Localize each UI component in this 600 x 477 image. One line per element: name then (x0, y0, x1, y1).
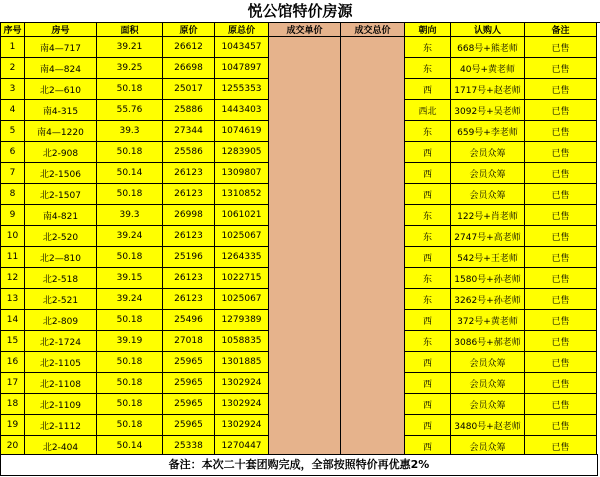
cell-deal-total (341, 331, 405, 352)
cell-deal-price (269, 415, 341, 436)
header-buyer: 认购人 (451, 23, 525, 37)
cell-facing: 西北 (405, 100, 451, 121)
cell-deal-total (341, 58, 405, 79)
cell-room: 北2-1507 (25, 184, 97, 205)
cell-facing: 东 (405, 268, 451, 289)
cell-remark: 已售 (525, 100, 597, 121)
table-row (1, 205, 597, 226)
cell-total: 1302924 (215, 415, 269, 436)
table-row (1, 415, 597, 436)
table-row (1, 394, 597, 415)
cell-no: 5 (1, 121, 25, 142)
cell-remark: 已售 (525, 310, 597, 331)
cell-deal-price (269, 394, 341, 415)
cell-area: 55.76 (97, 100, 163, 121)
cell-price: 25886 (163, 100, 215, 121)
cell-deal-total (341, 163, 405, 184)
cell-remark: 已售 (525, 184, 597, 205)
cell-price: 26123 (163, 289, 215, 310)
cell-deal-total (341, 289, 405, 310)
cell-deal-total (341, 247, 405, 268)
cell-no: 14 (1, 310, 25, 331)
cell-room: 北2-520 (25, 226, 97, 247)
cell-facing: 东 (405, 289, 451, 310)
cell-deal-total (341, 205, 405, 226)
cell-buyer: 3086号+郝老师 (451, 331, 525, 352)
header-facing: 朝向 (405, 23, 451, 37)
cell-area: 39.24 (97, 226, 163, 247)
cell-buyer: 1717号+赵老师 (451, 79, 525, 100)
cell-deal-price (269, 184, 341, 205)
cell-buyer: 659号+李老师 (451, 121, 525, 142)
cell-remark: 已售 (525, 142, 597, 163)
cell-deal-price (269, 79, 341, 100)
cell-remark: 已售 (525, 58, 597, 79)
cell-room: 南4—717 (25, 37, 97, 58)
cell-buyer: 40号+黄老师 (451, 58, 525, 79)
cell-deal-price (269, 373, 341, 394)
cell-no: 17 (1, 373, 25, 394)
cell-area: 50.14 (97, 436, 163, 457)
table-row (1, 121, 597, 142)
cell-buyer: 668号+熊老师 (451, 37, 525, 58)
cell-facing: 西 (405, 79, 451, 100)
cell-facing: 西 (405, 247, 451, 268)
cell-total: 1074619 (215, 121, 269, 142)
cell-no: 8 (1, 184, 25, 205)
cell-deal-price (269, 205, 341, 226)
cell-area: 39.19 (97, 331, 163, 352)
cell-buyer: 372号+黄老师 (451, 310, 525, 331)
cell-total: 1270447 (215, 436, 269, 457)
cell-remark: 已售 (525, 268, 597, 289)
cell-total: 1301885 (215, 352, 269, 373)
cell-area: 50.18 (97, 79, 163, 100)
cell-price: 27018 (163, 331, 215, 352)
cell-price: 25586 (163, 142, 215, 163)
cell-total: 1255353 (215, 79, 269, 100)
cell-price: 25496 (163, 310, 215, 331)
cell-total: 1302924 (215, 373, 269, 394)
cell-price: 25017 (163, 79, 215, 100)
cell-area: 50.18 (97, 247, 163, 268)
cell-area: 50.18 (97, 142, 163, 163)
cell-total: 1022715 (215, 268, 269, 289)
cell-total: 1283905 (215, 142, 269, 163)
cell-deal-price (269, 142, 341, 163)
cell-remark: 已售 (525, 352, 597, 373)
cell-no: 11 (1, 247, 25, 268)
cell-remark: 已售 (525, 205, 597, 226)
cell-remark: 已售 (525, 247, 597, 268)
cell-deal-price (269, 352, 341, 373)
cell-price: 26123 (163, 268, 215, 289)
cell-facing: 东 (405, 226, 451, 247)
cell-total: 1047897 (215, 58, 269, 79)
cell-deal-total (341, 100, 405, 121)
cell-facing: 西 (405, 394, 451, 415)
cell-room: 北2-1112 (25, 415, 97, 436)
cell-facing: 西 (405, 415, 451, 436)
cell-no: 4 (1, 100, 25, 121)
cell-deal-price (269, 163, 341, 184)
table-row (1, 100, 597, 121)
cell-room: 北2-809 (25, 310, 97, 331)
cell-remark: 已售 (525, 121, 597, 142)
cell-no: 20 (1, 436, 25, 457)
cell-total: 1043457 (215, 37, 269, 58)
cell-facing: 西 (405, 310, 451, 331)
cell-no: 16 (1, 352, 25, 373)
cell-area: 50.18 (97, 373, 163, 394)
cell-price: 27344 (163, 121, 215, 142)
cell-buyer: 3480号+赵老师 (451, 415, 525, 436)
cell-price: 25338 (163, 436, 215, 457)
table-row (1, 184, 597, 205)
cell-area: 50.18 (97, 394, 163, 415)
header-no: 序号 (1, 23, 25, 37)
cell-deal-price (269, 121, 341, 142)
cell-deal-total (341, 394, 405, 415)
cell-deal-price (269, 58, 341, 79)
cell-deal-total (341, 226, 405, 247)
cell-deal-price (269, 268, 341, 289)
table-row (1, 58, 597, 79)
cell-room: 南4-315 (25, 100, 97, 121)
header-deal-price: 成交单价 (269, 23, 341, 37)
cell-area: 39.25 (97, 58, 163, 79)
cell-deal-price (269, 331, 341, 352)
cell-price: 25965 (163, 415, 215, 436)
cell-remark: 已售 (525, 415, 597, 436)
cell-total: 1025067 (215, 226, 269, 247)
cell-area: 39.24 (97, 289, 163, 310)
cell-remark: 已售 (525, 79, 597, 100)
cell-no: 3 (1, 79, 25, 100)
cell-remark: 已售 (525, 373, 597, 394)
cell-deal-total (341, 373, 405, 394)
cell-room: 北2-518 (25, 268, 97, 289)
cell-buyer: 3092号+吴老师 (451, 100, 525, 121)
cell-remark: 已售 (525, 226, 597, 247)
cell-room: 北2-1724 (25, 331, 97, 352)
cell-facing: 西 (405, 436, 451, 457)
cell-deal-total (341, 121, 405, 142)
cell-price: 25965 (163, 394, 215, 415)
table-row (1, 247, 597, 268)
cell-area: 39.3 (97, 121, 163, 142)
header-deal-total: 成交总价 (341, 23, 405, 37)
cell-price: 25965 (163, 352, 215, 373)
header-row (1, 23, 597, 37)
cell-no: 12 (1, 268, 25, 289)
cell-price: 26612 (163, 37, 215, 58)
cell-area: 50.14 (97, 163, 163, 184)
cell-room: 北2-1506 (25, 163, 97, 184)
cell-facing: 西 (405, 373, 451, 394)
cell-deal-price (269, 289, 341, 310)
cell-price: 26698 (163, 58, 215, 79)
cell-remark: 已售 (525, 37, 597, 58)
table-row (1, 352, 597, 373)
cell-total: 1309807 (215, 163, 269, 184)
cell-room: 南4—824 (25, 58, 97, 79)
cell-deal-total (341, 79, 405, 100)
cell-buyer: 会员众筹 (451, 142, 525, 163)
cell-remark: 已售 (525, 163, 597, 184)
cell-deal-total (341, 352, 405, 373)
cell-price: 25196 (163, 247, 215, 268)
cell-area: 39.15 (97, 268, 163, 289)
table-row (1, 373, 597, 394)
cell-price: 26998 (163, 205, 215, 226)
table-row (1, 37, 597, 58)
cell-facing: 西 (405, 142, 451, 163)
cell-area: 50.18 (97, 352, 163, 373)
cell-room: 北2-404 (25, 436, 97, 457)
cell-no: 19 (1, 415, 25, 436)
cell-no: 2 (1, 58, 25, 79)
header-area: 面积 (97, 23, 163, 37)
header-room: 房号 (25, 23, 97, 37)
cell-total: 1025067 (215, 289, 269, 310)
cell-deal-price (269, 226, 341, 247)
cell-area: 50.18 (97, 310, 163, 331)
cell-facing: 东 (405, 58, 451, 79)
cell-area: 50.18 (97, 184, 163, 205)
cell-facing: 西 (405, 163, 451, 184)
cell-no: 6 (1, 142, 25, 163)
cell-facing: 东 (405, 331, 451, 352)
cell-facing: 西 (405, 352, 451, 373)
cell-remark: 已售 (525, 394, 597, 415)
cell-price: 26123 (163, 184, 215, 205)
cell-buyer: 会员众筹 (451, 394, 525, 415)
cell-room: 北2—810 (25, 247, 97, 268)
cell-deal-total (341, 37, 405, 58)
cell-buyer: 1580号+孙老师 (451, 268, 525, 289)
cell-price: 26123 (163, 163, 215, 184)
cell-no: 9 (1, 205, 25, 226)
cell-deal-total (341, 415, 405, 436)
cell-room: 北2-1109 (25, 394, 97, 415)
cell-total: 1058835 (215, 331, 269, 352)
table-row (1, 226, 597, 247)
cell-remark: 已售 (525, 331, 597, 352)
cell-total: 1264335 (215, 247, 269, 268)
cell-no: 15 (1, 331, 25, 352)
cell-room: 南4—1220 (25, 121, 97, 142)
cell-facing: 东 (405, 205, 451, 226)
cell-buyer: 122号+肖老师 (451, 205, 525, 226)
cell-price: 26123 (163, 226, 215, 247)
table-row (1, 268, 597, 289)
cell-room: 北2-1105 (25, 352, 97, 373)
cell-area: 39.3 (97, 205, 163, 226)
cell-buyer: 会员众筹 (451, 436, 525, 457)
cell-facing: 东 (405, 37, 451, 58)
table-row (1, 79, 597, 100)
cell-deal-total (341, 268, 405, 289)
cell-total: 1302924 (215, 394, 269, 415)
cell-buyer: 2747号+高老师 (451, 226, 525, 247)
cell-buyer: 542号+王老师 (451, 247, 525, 268)
cell-area: 50.18 (97, 415, 163, 436)
table-row (1, 331, 597, 352)
table-row (1, 310, 597, 331)
cell-buyer: 会员众筹 (451, 352, 525, 373)
cell-deal-price (269, 310, 341, 331)
sheet-title: 悦公馆特价房源 (0, 0, 600, 23)
cell-room: 北2-908 (25, 142, 97, 163)
footer-note: 备注：本次二十套团购完成，全部按照特价再优惠2% (0, 454, 598, 476)
cell-room: 南4-821 (25, 205, 97, 226)
cell-room: 北2-1108 (25, 373, 97, 394)
header-total: 原总价 (215, 23, 269, 37)
cell-no: 1 (1, 37, 25, 58)
cell-room: 北2-521 (25, 289, 97, 310)
table-row (1, 289, 597, 310)
cell-deal-total (341, 184, 405, 205)
cell-buyer: 会员众筹 (451, 163, 525, 184)
cell-deal-price (269, 37, 341, 58)
cell-total: 1310852 (215, 184, 269, 205)
cell-deal-price (269, 247, 341, 268)
table-row (1, 142, 597, 163)
cell-facing: 西 (405, 184, 451, 205)
cell-remark: 已售 (525, 436, 597, 457)
header-price: 原价 (163, 23, 215, 37)
cell-total: 1061021 (215, 205, 269, 226)
cell-deal-total (341, 310, 405, 331)
cell-buyer: 会员众筹 (451, 373, 525, 394)
header-remark: 备注 (525, 23, 597, 37)
cell-facing: 东 (405, 121, 451, 142)
cell-no: 7 (1, 163, 25, 184)
cell-room: 北2—610 (25, 79, 97, 100)
cell-deal-total (341, 142, 405, 163)
cell-no: 18 (1, 394, 25, 415)
listing-table (0, 22, 597, 457)
cell-area: 39.21 (97, 37, 163, 58)
table-row (1, 163, 597, 184)
cell-deal-price (269, 100, 341, 121)
cell-total: 1443403 (215, 100, 269, 121)
cell-buyer: 会员众筹 (451, 184, 525, 205)
cell-price: 25965 (163, 373, 215, 394)
cell-total: 1279389 (215, 310, 269, 331)
cell-no: 10 (1, 226, 25, 247)
cell-buyer: 3262号+孙老师 (451, 289, 525, 310)
cell-remark: 已售 (525, 289, 597, 310)
cell-no: 13 (1, 289, 25, 310)
